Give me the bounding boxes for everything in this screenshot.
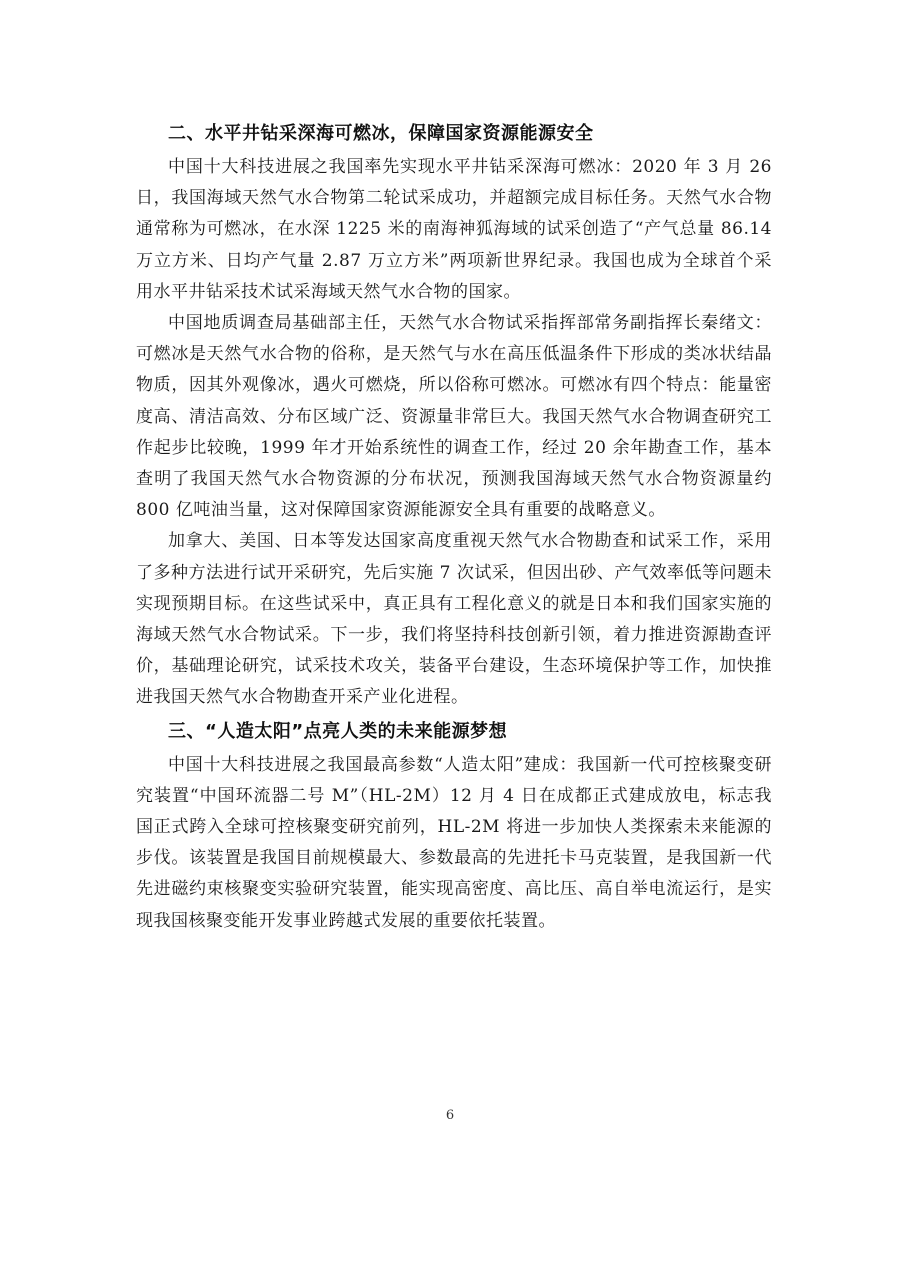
page-content <box>136 116 772 937</box>
section-2-paragraph-3: 加拿大、美国、日本等发达国家高度重视天然气水合物勘查和试采工作，采用了多种方法进行试开采研究，先后实施 7 次试采，但因出砂、产气效率低等问题未实现预期目标。在这些试采中，真正具有工程化意义的就是日本和我们国家实施的海域天然气水合物试采。下一步，我们将坚持科技创新引领，着力推进资源勘查评价，基础理论研究，试采技术攻关，装备平台建设，生态环境保护等工作，加快推进我国天然气水合物勘查开采产业化进程。 <box>136 531 772 708</box>
section-2-paragraph-1: 中国十大科技进展之我国率先实现水平井钻采深海可燃冰：2020 年 3 月 26 日，我国海域天然气水合物第二轮试采成功，并超额完成目标任务。天然气水合物通常称为可燃冰，在水深 1225 米的南海神狐海域的试采创造了“产气总量 86.14 万立方米、日均产气量 2.87 万立方米”两项新世界纪录。我国也成为全球首个采用水平井钻采技术试采海域天然气水合物的国家。 <box>136 157 772 302</box>
section-2-paragraph-2: 中国地质调查局基础部主任，天然气水合物试采指挥部常务副指挥长秦绪文：可燃冰是天然气水合物的俗称，是天然气与水在高压低温条件下形成的类冰状结晶物质，因其外观像冰，遇火可燃烧，所以俗称可燃冰。可燃冰有四个特点：能量密度高、清洁高效、分布区域广泛、资源量非常巨大。我国天然气水合物调查研究工作起步比较晚，1999 年才开始系统性的调查工作，经过 20 余年勘查工作，基本查明了我国天然气水合物资源的分布状况，预测我国海域天然气水合物资源量约 800 亿吨油当量，这对保障国家资源能源安全具有重要的战略意义。 <box>136 313 772 521</box>
section-2-heading: 二、水平井钻采深海可燃冰，保障国家资源能源安全 <box>168 123 594 144</box>
section-3-heading: 三、“人造太阳”点亮人类的未来能源梦想 <box>168 720 508 742</box>
section-3-paragraph-1: 中国十大科技进展之我国最高参数“人造太阳”建成：我国新一代可控核聚变研究装置“中国环流器二号 M”（HL-2M）12 月 4 日在成都正式建成放电，标志我国正式跨入全球可控核聚变研究前列，HL-2M 将进一步加快人类探索未来能源的步伐。该装置是我国目前规模最大、参数最高的先进托卡马克装置，是我国新一代先进磁约束核聚变实验研究装置，能实现高密度、高比压、高自举电流运行，是实现我国核聚变能开发事业跨越式发展的重要依托装置。 <box>136 754 772 931</box>
page-number: 6 <box>445 1108 455 1123</box>
